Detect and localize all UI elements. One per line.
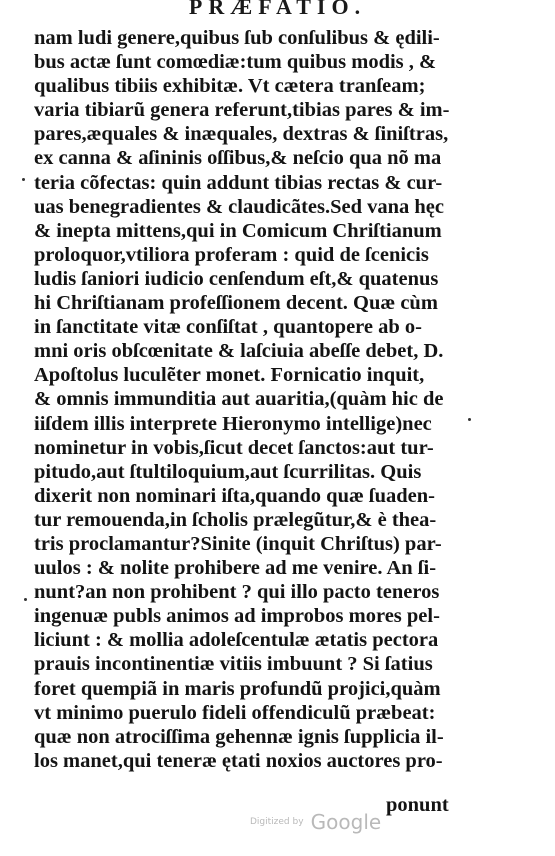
- running-head: PRÆFATIO.: [188, 0, 367, 19]
- text-line: teria cõfectas: quin addunt tibias rectas & cur-: [34, 171, 443, 194]
- text-line: proloquor,vtiliora proferam : quid de ſcenicis: [34, 243, 429, 266]
- text-line: prauis incontinentiæ vitiis imbuunt ? Si ſatius: [34, 653, 433, 676]
- text-line: varia tibiarũ genera referunt,tibias pares & im-: [34, 99, 450, 122]
- text-line: & omnis immunditia aut auaritia,(quàm hic de: [34, 388, 444, 411]
- text-line: hi Chriſtianam profeſſionem decent. Quæ cùm: [34, 292, 438, 315]
- text-line: pitudo,aut ſtultiloquium,aut ſcurrilitas. Quis: [34, 460, 422, 483]
- text-line: dixerit non nominari iſta,quando quæ ſuaden-: [34, 484, 435, 507]
- text-line: nam ludi genere,quibus ſub conſulibus & ędili-: [34, 27, 440, 49]
- watermark-brand: Google: [310, 810, 382, 834]
- digitization-watermark: [250, 810, 381, 834]
- ink-speck: [22, 178, 25, 181]
- catchword: ponunt: [386, 794, 449, 816]
- body-text: [34, 26, 459, 773]
- text-line: qualibus tibiis exhibitæ. Vt cætera tranſeam;: [34, 75, 426, 98]
- text-line: vt minimo puerulo fideli offendiculũ præbeat:: [34, 701, 436, 724]
- text-line: liciunt : & mollia adoleſcentulæ ætatis pectora: [34, 629, 439, 652]
- text-line: iiſdem illis interprete Hieronymo intellige)nec: [34, 412, 432, 435]
- text-line: Apoſtolus luculẽter monet. Fornicatio inquit,: [34, 364, 425, 387]
- text-line: foret quempiã in maris profundũ projici,quàm: [34, 677, 441, 700]
- text-line: nominetur in vobis,ſicut decet ſanctos:aut tur-: [34, 436, 434, 459]
- text-line: tur remouenda,in ſcholis prælegũtur,& è thea-: [34, 508, 437, 531]
- ink-speck: [468, 418, 471, 421]
- text-line: tris proclamantur?Sinite (inquit Chriſtus) par-: [34, 532, 442, 555]
- text-line: quæ non atrociſſima gehennæ ignis ſupplicia il-: [34, 725, 444, 748]
- text-line: bus actæ ſunt comœdiæ:tum quibus modis , &: [34, 51, 437, 74]
- text-line: in ſanctitate vitæ conſiſtat , quantopere ab o-: [34, 316, 422, 339]
- text-line: nunt?an non prohibent ? qui illo pacto teneros: [34, 581, 440, 604]
- text-line: pares,æquales & inæquales, dextras & ſiniſtras,: [34, 123, 449, 146]
- text-line: ingenuæ publs animos ad improbos mores pel-: [34, 605, 440, 628]
- text-line: & inepta mittens,qui in Comicum Chriſtianum: [34, 219, 442, 242]
- text-line: uulos : & nolite prohibere ad me venire. An ſi-: [34, 557, 437, 580]
- text-line: ex canna & aſininis oſſibus,& neſcio qua nõ ma: [34, 147, 442, 170]
- text-line: ludis ſaniori iudicio cenſendum eſt,& quatenus: [34, 267, 439, 290]
- ink-speck: [24, 598, 27, 601]
- text-line: los manet,qui teneræ ętati noxios auctores pro-: [34, 749, 443, 772]
- watermark-prefix: Digitized by: [250, 817, 304, 827]
- text-line: uas benegradientes & claudicãtes.Sed vana hęc: [34, 195, 444, 218]
- text-line: mni oris obſcœnitate & laſciuia abeſſe debet, D.: [34, 340, 444, 363]
